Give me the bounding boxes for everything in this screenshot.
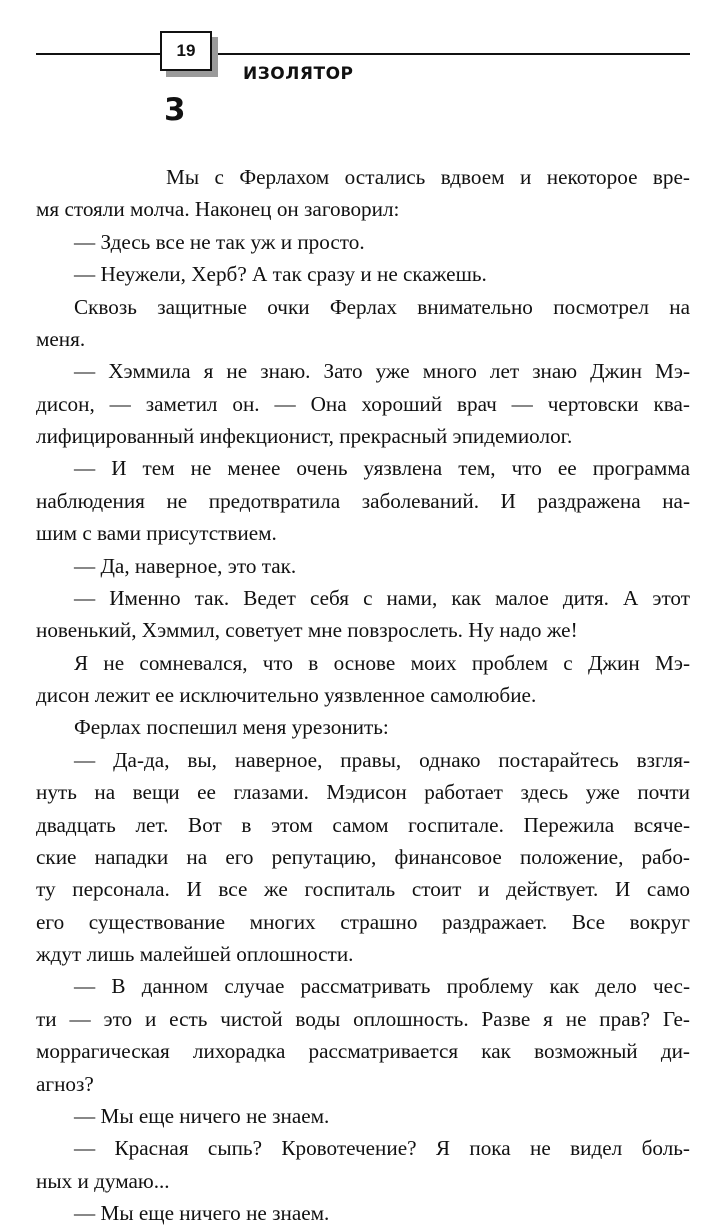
- text-line: лифицированный инфекционист, прекрасный эпидемиолог.: [36, 424, 573, 448]
- text-line: ных и думаю...: [36, 1168, 170, 1193]
- page-number-box: [160, 31, 212, 71]
- text-line: — И тем не менее очень уязвлена тем, что ее программа: [74, 456, 690, 481]
- header-rule-left: [36, 53, 160, 55]
- text-line: — Хэммила я не знаю. Зато уже много лет знаю Джин Мэ-: [74, 359, 690, 384]
- text-line: агноз?: [36, 1071, 94, 1096]
- text-line: — Мы еще ничего не знаем.: [74, 1103, 330, 1128]
- text-line: — Именно так. Ведет себя с нами, как малое дитя. А этот: [74, 585, 690, 610]
- header-rule-right: [216, 53, 690, 55]
- text-line: новенький, Хэммил, советует мне повзрослеть. Ну надо же!: [36, 618, 578, 643]
- text-line: его существование многих страшно раздражает. Все вокруг: [36, 909, 690, 934]
- text-line: — Неужели, Херб? А так сразу и не скажешь.: [74, 262, 487, 287]
- text-line: — В данном случае рассматривать проблему как дело чес-: [74, 974, 690, 999]
- text-line: — Мы еще ничего не знаем.: [74, 1201, 330, 1225]
- text-line: ту персонала. И все же госпиталь стоит и действует. И само: [36, 877, 690, 902]
- text-line: Я не сомневался, что в основе моих проблем с Джин Мэ-: [74, 650, 690, 675]
- text-line: нуть на вещи ее глазами. Мэдисон работает здесь уже почти: [36, 780, 690, 805]
- text-line: дисон лежит ее исключительно уязвленное самолюбие.: [36, 683, 537, 707]
- text-line: — Да, наверное, это так.: [74, 553, 297, 578]
- chapter-number: 3: [164, 92, 186, 128]
- text-line: Мы с Ферлахом остались вдвоем и некоторое вре-: [166, 165, 690, 189]
- text-line: ские нападки на его репутацию, финансовое положение, рабо-: [36, 844, 690, 869]
- text-line: Сквозь защитные очки Ферлах внимательно посмотрел на: [74, 294, 690, 319]
- text-line: мя стояли молча. Наконец он заговорил:: [36, 197, 400, 222]
- text-line: меня.: [36, 326, 86, 351]
- text-line: ти — это и есть чистой воды оплошность. Разве я не прав? Ге-: [36, 1006, 690, 1031]
- page-number: 19: [176, 41, 196, 60]
- running-title: ИЗОЛЯТОР: [243, 64, 354, 84]
- text-line: — Здесь все не так уж и просто.: [74, 229, 365, 254]
- text-line: моррагическая лихорадка рассматривается как возможный ди-: [36, 1039, 690, 1064]
- text-line: шим с вами присутствием.: [36, 521, 277, 546]
- text-line: ждут лишь малейшей оплошности.: [36, 942, 354, 966]
- text-line: дисон, — заметил он. — Она хороший врач — чертовски ква-: [36, 391, 690, 416]
- text-line: — Да-да, вы, наверное, правы, однако постарайтесь взгля-: [74, 747, 690, 772]
- text-line: Ферлах поспешил меня урезонить:: [74, 715, 389, 740]
- text-line: наблюдения не предотвратила заболеваний. И раздражена на-: [36, 488, 690, 513]
- text-line: двадцать лет. Вот в этом самом госпитале. Пережила всяче-: [36, 812, 690, 837]
- text-line: — Красная сыпь? Кровотечение? Я пока не видел боль-: [74, 1136, 690, 1161]
- body-text: [36, 161, 690, 1229]
